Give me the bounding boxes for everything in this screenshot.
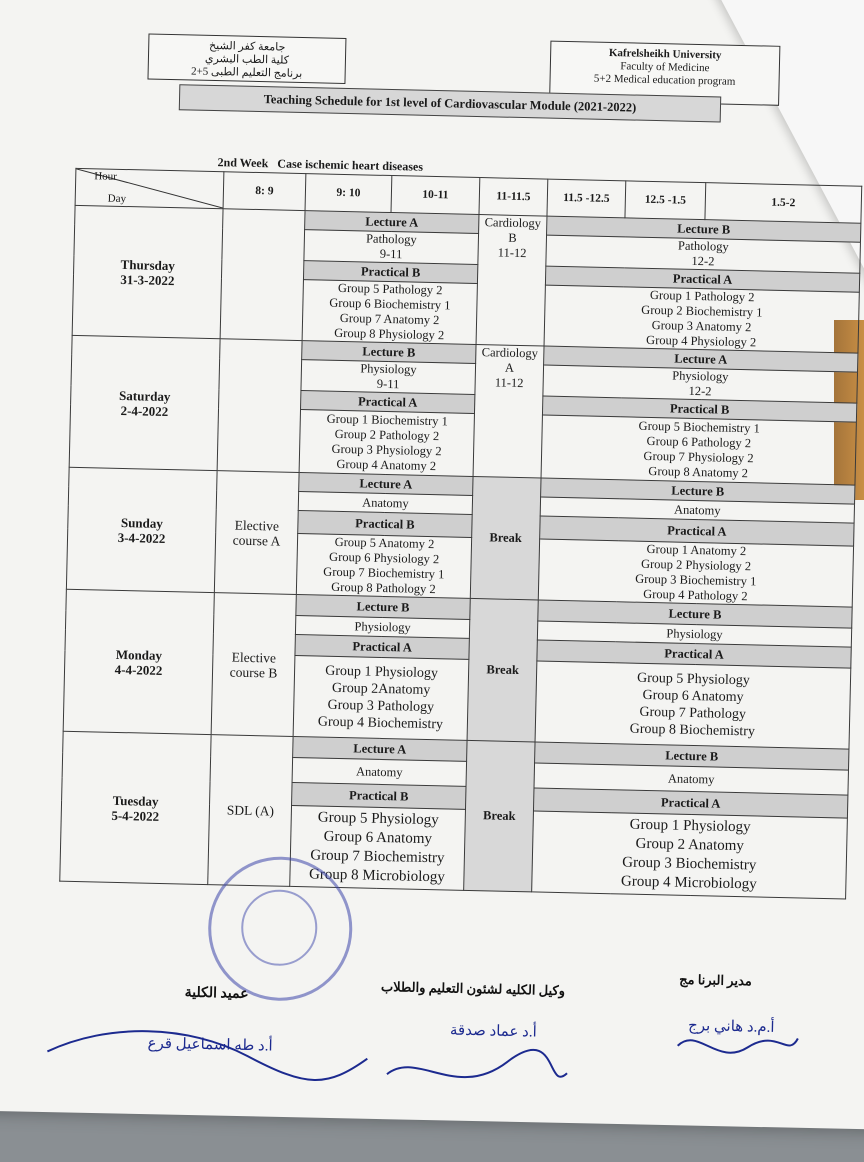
lecture-subject-cell bbox=[304, 230, 479, 265]
column-header: 12.5 -1.5 bbox=[625, 181, 706, 220]
lecture-subject: Physiology bbox=[666, 625, 723, 642]
practical-groups-cell bbox=[538, 539, 853, 607]
lecture-subject: Anatomy bbox=[362, 494, 409, 511]
first-hour-cell: SDL (A) bbox=[208, 735, 293, 887]
group-entry: Group 5 Physiology bbox=[636, 670, 751, 689]
day-cell bbox=[63, 589, 214, 734]
lecture-subject: Pathology bbox=[677, 238, 729, 254]
middle-line: Cardiology bbox=[481, 345, 539, 361]
practical-header: Practical B bbox=[298, 511, 472, 538]
first-hour-cell bbox=[217, 339, 302, 473]
middle-line: Break bbox=[489, 530, 523, 546]
day-cell bbox=[72, 205, 223, 338]
practical-header: Practical B bbox=[292, 782, 466, 809]
group-entry: Group 7 Biochemistry bbox=[310, 847, 445, 867]
group-entry: Group 3 Biochemistry 1 bbox=[635, 571, 757, 589]
group-entry: Group 7 Anatomy 2 bbox=[339, 310, 440, 328]
group-entry: Group 1 Anatomy 2 bbox=[646, 541, 747, 559]
group-entry: Group 3 Biochemistry bbox=[622, 854, 757, 874]
lecture-header: Lecture B bbox=[296, 594, 470, 619]
lecture-time: 9-11 bbox=[376, 376, 400, 392]
group-entry: Group 4 Pathology 2 bbox=[643, 586, 748, 604]
group-entry: Group 5 Anatomy 2 bbox=[334, 534, 435, 552]
lecture-subject: Pathology bbox=[365, 231, 417, 247]
group-entry: Group 4 Anatomy 2 bbox=[336, 456, 437, 474]
schedule-table bbox=[59, 168, 862, 900]
practical-header: Practical A bbox=[545, 266, 859, 292]
day-name: Thursday bbox=[120, 256, 176, 273]
day-cell bbox=[69, 335, 220, 470]
lecture-subject: Physiology bbox=[354, 618, 411, 635]
corner-day-label: Day bbox=[107, 192, 127, 206]
lecture-subject: Anatomy bbox=[667, 770, 715, 787]
group-entry: Group 2 Pathology 2 bbox=[334, 426, 440, 444]
lecture-time: 9-11 bbox=[379, 246, 403, 262]
header-left-line-3: برنامج التعليم الطبى 5+2 bbox=[190, 65, 303, 80]
break-cell bbox=[470, 476, 541, 600]
header-left-line-1: جامعة كفر الشيخ bbox=[208, 39, 286, 54]
lecture-header: Lecture A bbox=[544, 346, 858, 372]
program-director-title: مدير البرنا مج bbox=[679, 971, 753, 989]
group-entry: Group 4 Physiology 2 bbox=[645, 332, 757, 350]
corner-cell bbox=[75, 168, 224, 208]
first-hour-cell: Elective course A bbox=[214, 471, 299, 595]
first-hour-cell: Elective course B bbox=[211, 593, 296, 737]
group-entry: Group 8 Physiology 2 bbox=[334, 325, 445, 343]
group-entry: Group 1 Physiology bbox=[629, 816, 751, 836]
lecture-header: Lecture B bbox=[541, 478, 855, 504]
middle-line: Break bbox=[482, 808, 516, 824]
practical-header: Practical A bbox=[533, 788, 847, 818]
lecture-subject: Physiology bbox=[672, 368, 729, 384]
lecture-header: Lecture A bbox=[299, 473, 473, 496]
group-entry: Group 6 Anatomy bbox=[323, 828, 433, 848]
lecture-header: Lecture B bbox=[538, 600, 852, 628]
first-hour-cell bbox=[220, 209, 305, 341]
lecture-subject: Anatomy bbox=[673, 502, 721, 518]
group-entry: Group 1 Physiology bbox=[325, 663, 439, 682]
vice-dean-name: أ.د عماد صدقة bbox=[449, 1022, 537, 1041]
group-entry: Group 7 Pathology bbox=[639, 704, 747, 723]
column-header: 11-11.5 bbox=[479, 178, 548, 217]
group-entry: Group 8 Biochemistry bbox=[629, 721, 756, 740]
lecture-header: Lecture B bbox=[535, 742, 849, 770]
column-header: 9: 10 bbox=[305, 174, 392, 213]
practical-header: Practical A bbox=[540, 516, 854, 546]
stamp-eagle-emblem bbox=[240, 889, 318, 967]
group-entry: Group 6 Anatomy bbox=[642, 687, 744, 706]
group-entry: Group 3 Pathology bbox=[327, 697, 435, 716]
lecture-header: Lecture A bbox=[293, 736, 467, 761]
vice-dean-title: وكيل الكليه لشئون التعليم والطلاب bbox=[380, 979, 566, 999]
lecture-subject-cell bbox=[301, 360, 476, 395]
practical-groups-cell bbox=[293, 655, 469, 740]
group-entry: Group 3 Physiology 2 bbox=[331, 441, 442, 459]
day-name: Tuesday bbox=[112, 792, 159, 809]
group-entry: Group 3 Anatomy 2 bbox=[651, 317, 752, 335]
group-entry: Group 4 Microbiology bbox=[620, 873, 757, 893]
lecture-header: Lecture A bbox=[305, 211, 479, 234]
practical-header: Practical A bbox=[537, 640, 851, 668]
column-header: 1.5-2 bbox=[705, 183, 862, 224]
day-date: 2-4-2022 bbox=[120, 402, 169, 419]
group-entry: Group 2 Physiology 2 bbox=[640, 556, 752, 574]
lecture-time: 12-2 bbox=[691, 253, 715, 269]
middle-line: Break bbox=[486, 662, 520, 678]
lecture-subject: Physiology bbox=[360, 361, 417, 377]
middle-line: 11-12 bbox=[494, 375, 524, 391]
practical-header: Practical B bbox=[303, 261, 477, 284]
group-entry: Group 7 Biochemistry 1 bbox=[323, 564, 445, 582]
corner-hour-label: Hour bbox=[94, 170, 117, 183]
practical-header: Practical A bbox=[295, 634, 469, 659]
practical-header: Practical A bbox=[301, 391, 475, 414]
lecture-time: 12-2 bbox=[688, 383, 712, 399]
university-name: Kafrelsheikh University bbox=[608, 46, 722, 62]
dean-name: أ.د طه اسماعيل قرع bbox=[147, 1035, 273, 1055]
group-entry: Group 2 Biochemistry 1 bbox=[641, 302, 763, 320]
day-date: 31-3-2022 bbox=[120, 271, 175, 288]
header-left-arabic bbox=[147, 33, 346, 83]
practical-groups-cell bbox=[299, 410, 474, 477]
group-entry: Group 8 Microbiology bbox=[308, 866, 446, 886]
practical-groups-cell bbox=[535, 661, 851, 749]
practical-groups-cell bbox=[532, 811, 848, 899]
program-name: 5+2 Medical education program bbox=[593, 72, 736, 88]
day-date: 5-4-2022 bbox=[111, 807, 160, 824]
lecture-header: Lecture B bbox=[547, 216, 861, 242]
cardiology-cell bbox=[473, 345, 544, 479]
group-entry: Group 6 Physiology 2 bbox=[328, 549, 440, 567]
group-entry: Group 2Anatomy bbox=[331, 680, 431, 699]
header-left-line-2: كلية الطب البشري bbox=[204, 52, 290, 67]
cardiology-cell bbox=[476, 215, 547, 347]
week-topic: Case ischemic heart diseases bbox=[277, 156, 424, 174]
group-entry: Group 1 Pathology 2 bbox=[649, 287, 755, 305]
column-header: 10-11 bbox=[391, 176, 480, 215]
group-entry: Group 6 Biochemistry 1 bbox=[329, 295, 451, 313]
group-entry: Group 4 Biochemistry bbox=[317, 714, 444, 733]
break-cell bbox=[467, 598, 538, 742]
group-entry: Group 6 Pathology 2 bbox=[646, 433, 752, 451]
middle-line: B bbox=[508, 230, 517, 245]
day-cell bbox=[66, 467, 217, 592]
dean-title: عميد الكلية bbox=[184, 985, 249, 1003]
middle-line: 11-12 bbox=[497, 245, 527, 261]
column-header: 8: 9 bbox=[223, 172, 306, 211]
day-name: Saturday bbox=[118, 387, 171, 404]
group-entry: Group 2 Anatomy bbox=[635, 835, 745, 855]
group-entry: Group 5 Pathology 2 bbox=[337, 280, 443, 298]
middle-line: A bbox=[504, 360, 515, 375]
practical-groups-cell bbox=[544, 285, 859, 353]
group-entry: Group 7 Physiology 2 bbox=[643, 448, 754, 466]
program-director-name: أ.م.د هاني برج bbox=[687, 1017, 775, 1036]
day-name: Monday bbox=[115, 646, 163, 663]
column-header: 11.5 -12.5 bbox=[547, 179, 626, 218]
group-entry: Group 1 Biochemistry 1 bbox=[326, 411, 449, 429]
practical-groups-cell bbox=[296, 534, 471, 599]
middle-line: Cardiology bbox=[484, 215, 542, 231]
day-date: 4-4-2022 bbox=[114, 661, 163, 678]
practical-header: Practical B bbox=[542, 396, 856, 422]
group-entry: Group 5 Biochemistry 1 bbox=[638, 418, 760, 436]
lecture-header: Lecture B bbox=[302, 341, 476, 364]
lecture-subject: Anatomy bbox=[355, 763, 403, 779]
week-number: 2nd Week bbox=[217, 155, 269, 171]
group-entry: Group 8 Anatomy 2 bbox=[648, 463, 749, 481]
faculty-name: Faculty of Medicine bbox=[620, 60, 710, 75]
break-cell bbox=[464, 740, 535, 892]
day-date: 3-4-2022 bbox=[117, 529, 166, 546]
practical-groups-cell bbox=[541, 415, 856, 485]
practical-groups-cell bbox=[302, 280, 477, 345]
group-entry: Group 8 Pathology 2 bbox=[331, 579, 436, 597]
group-entry: Group 5 Physiology bbox=[317, 809, 439, 829]
day-name: Sunday bbox=[120, 514, 164, 531]
day-cell bbox=[60, 731, 211, 884]
document-title: Teaching Schedule for 1st level of Cardiovascular Module (2021-2022) bbox=[179, 84, 721, 122]
